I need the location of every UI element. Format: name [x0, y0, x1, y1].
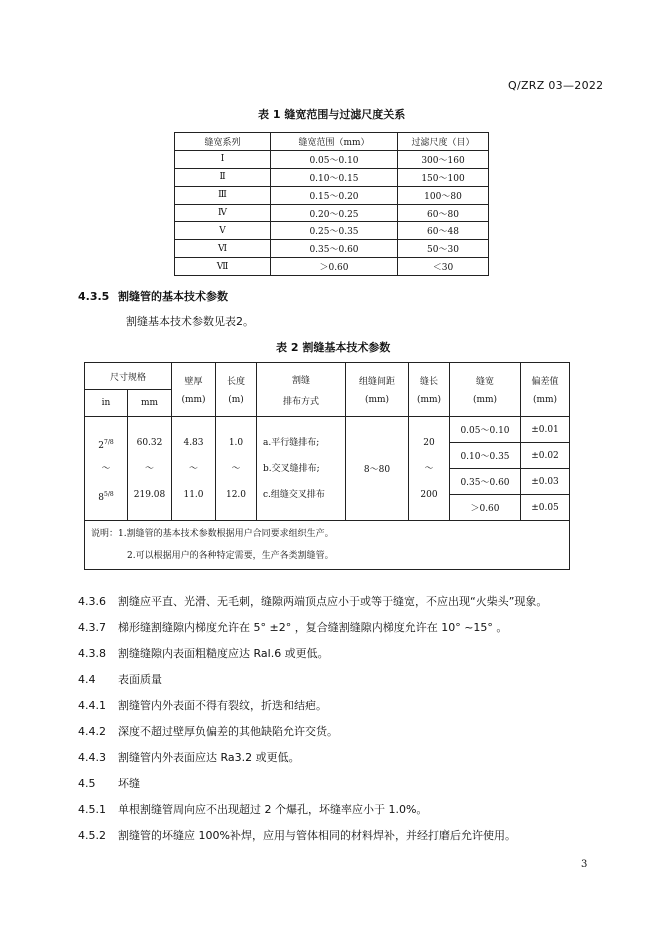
table1-cell: Ⅳ — [175, 204, 271, 222]
table2-dev-cell: ±0.02 — [521, 443, 570, 469]
header-unit: (mm) — [364, 395, 390, 405]
section-number: 4.4 — [78, 673, 96, 686]
table1-cell: Ⅴ — [175, 222, 271, 240]
section-number: 4.5 — [78, 777, 96, 790]
table1-cell: Ⅶ — [175, 258, 271, 276]
in-min-fraction: 7/8 — [104, 438, 114, 446]
table1-cell: ＞0.60 — [271, 258, 398, 276]
table1-cell: 0.05～0.10 — [271, 150, 398, 168]
table1-cell: 0.10～0.15 — [271, 168, 398, 186]
section-4-4-heading — [78, 671, 162, 687]
table2-in-cell — [85, 417, 128, 521]
table2-header-spacing — [346, 363, 409, 417]
section-number: 4.5.2 — [78, 829, 106, 842]
header-text: 缝长 — [419, 377, 438, 387]
paragraph-text: 深度不超过壁厚负偏差的其他缺陷允许交货。 — [118, 725, 338, 738]
section-title: 坏缝 — [118, 777, 140, 790]
table1-cell: 60～48 — [398, 222, 489, 240]
in-max-whole: 8 — [98, 492, 105, 503]
in-max-fraction: 5/8 — [104, 490, 114, 498]
table2-header-dev — [521, 363, 570, 417]
arrangement-b: b.交叉缝排布; — [263, 463, 320, 474]
table2-dev-cell: ±0.05 — [521, 495, 570, 521]
section-title: 割缝管的基本技术参数 — [118, 290, 228, 303]
table1-cell: 0.35～0.60 — [271, 240, 398, 258]
table2-length-cell — [216, 417, 257, 521]
table1-caption: 表 1 缝宽范围与过滤尺度关系 — [258, 108, 406, 121]
note-line: 2.可以根据用户的各种特定需要，生产各类割缝管。 — [127, 551, 334, 561]
document-code: Q/ZRZ 03—2022 — [508, 79, 604, 92]
section-number: 4.5.1 — [78, 803, 106, 816]
table2-header-size: 尺寸规格 — [85, 363, 172, 390]
paragraph-4-4-1 — [78, 697, 327, 713]
table2-note-row — [85, 521, 570, 570]
header-text: 缝宽 — [475, 377, 494, 387]
table2-wall-cell — [172, 417, 216, 521]
table2-header-length — [216, 363, 257, 417]
header-text: 偏差值 — [531, 377, 559, 387]
slotlen-min: 20 — [423, 437, 435, 448]
wall-min: 4.83 — [183, 437, 204, 448]
paragraph-text: 单根割缝管周向应不出现超过 2 个爆孔，坏缝率应小于 1.0%。 — [118, 803, 428, 816]
header-text: 壁厚 — [184, 377, 203, 387]
table1-cell: Ⅲ — [175, 186, 271, 204]
range-tilde: ～ — [188, 463, 198, 474]
table2-header-slotlen — [409, 363, 450, 417]
paragraph-4-3-7 — [78, 619, 507, 635]
mm-max: 219.08 — [133, 489, 166, 500]
section-number: 4.3.8 — [78, 647, 106, 660]
table-row — [175, 150, 489, 168]
table-row — [175, 168, 489, 186]
paragraph-text: 割缝缝隙内表面粗糙度应达 Ral.6 或更低。 — [118, 647, 329, 660]
length-min: 1.0 — [228, 437, 244, 448]
header-unit: (mm) — [532, 395, 558, 405]
table1-cell: Ⅱ — [175, 168, 271, 186]
in-min-whole: 2 — [98, 440, 105, 451]
range-tilde: ～ — [424, 463, 434, 474]
section-number: 4.4.3 — [78, 751, 106, 764]
table-row — [175, 204, 489, 222]
header-unit: (mm) — [472, 395, 498, 405]
table2-caption: 表 2 割缝基本技术参数 — [276, 341, 391, 354]
paragraph-text: 割缝应平直、光滑、无毛刺，缝隙两端顶点应小于或等于缝宽，不应出现“火柴头”现象。 — [118, 595, 548, 608]
paragraph-4-4-3 — [78, 749, 300, 765]
section-title: 表面质量 — [118, 673, 162, 686]
table1-cell: 0.15～0.20 — [271, 186, 398, 204]
paragraph-4-5-2 — [78, 827, 516, 843]
table2-width-cell: 0.10～0.35 — [450, 443, 521, 469]
arrangement-a: a.平行缝排布; — [263, 437, 320, 448]
table-row — [175, 240, 489, 258]
table-row — [175, 258, 489, 276]
section-4-5-heading — [78, 775, 140, 791]
table2-dev-cell: ±0.03 — [521, 469, 570, 495]
header-unit: (mm) — [416, 395, 442, 405]
table1-cell: 100～80 — [398, 186, 489, 204]
table2-width-cell: 0.05～0.10 — [450, 417, 521, 443]
header-unit: (m) — [228, 395, 244, 405]
paragraph-4-3-8 — [78, 645, 329, 661]
table2-header-in: in — [85, 390, 128, 417]
header-text: 排布方式 — [282, 396, 319, 407]
table1-header-row — [175, 133, 489, 151]
arrangement-c: c.组缝交叉排布 — [263, 489, 325, 500]
paragraph-text: 梯形缝割缝隙内梯度允许在 5° ±2° ，复合缝割缝隙内梯度允许在 10° ~15° 。 — [118, 621, 508, 634]
table1-cell: 0.25～0.35 — [271, 222, 398, 240]
header-text: 长度 — [226, 377, 245, 387]
table2-spacing-cell: 8～80 — [346, 417, 409, 521]
table2-dev-cell: ±0.01 — [521, 417, 570, 443]
table2-arrangement-cell — [257, 417, 346, 521]
range-tilde: ～ — [144, 463, 154, 474]
wall-max: 11.0 — [183, 489, 204, 500]
table2-header-slot — [257, 363, 346, 417]
page-number: 3 — [581, 859, 588, 870]
table1-cell: 50～30 — [398, 240, 489, 258]
paragraph-4-4-2 — [78, 723, 338, 739]
table-row — [175, 186, 489, 204]
table1-header: 缝宽系列 — [175, 133, 271, 151]
header-unit: (mm) — [181, 395, 206, 405]
table2-mm-cell — [128, 417, 172, 521]
table1-cell: 0.20～0.25 — [271, 204, 398, 222]
table1-cell: Ⅵ — [175, 240, 271, 258]
table1-cell: Ⅰ — [175, 150, 271, 168]
table-row — [85, 417, 570, 443]
paragraph-4-3-6 — [78, 593, 547, 609]
section-number: 4.3.7 — [78, 621, 106, 634]
table1-cell: 60～80 — [398, 204, 489, 222]
table1-cell: 300～160 — [398, 150, 489, 168]
section-number: 4.4.1 — [78, 699, 106, 712]
note-line: 说明：1.割缝管的基本技术参数根据用户合同要求组织生产。 — [91, 529, 334, 539]
paragraph-4-5-1 — [78, 801, 427, 817]
table2-width-cell: ＞0.60 — [450, 495, 521, 521]
table1-header: 过滤尺度（目） — [398, 133, 489, 151]
mm-min: 60.32 — [136, 437, 163, 448]
range-tilde: ～ — [231, 463, 241, 474]
range-tilde: ～ — [101, 463, 111, 474]
section-4-3-5-paragraph: 割缝基本技术参数见表2。 — [126, 315, 254, 328]
table1-cell: ＜30 — [398, 258, 489, 276]
table2-slotlen-cell — [409, 417, 450, 521]
table-row — [175, 222, 489, 240]
section-number: 4.3.5 — [78, 290, 110, 303]
paragraph-text: 割缝管内外表面应达 Ra3.2 或更低。 — [118, 751, 300, 764]
paragraph-text: 割缝管内外表面不得有裂纹，折迭和结疤。 — [118, 699, 327, 712]
table1-cell: 150～100 — [398, 168, 489, 186]
table2-header-mm: mm — [128, 390, 172, 417]
table2-header-wall — [172, 363, 216, 417]
table2-header-row — [85, 363, 570, 390]
header-text: 组缝间距 — [358, 377, 395, 387]
section-number: 4.3.6 — [78, 595, 106, 608]
slotlen-max: 200 — [420, 489, 438, 500]
length-max: 12.0 — [225, 489, 247, 500]
table2 — [84, 362, 570, 570]
table1-header: 缝宽范围（mm） — [271, 133, 398, 151]
header-text: 割缝 — [291, 375, 310, 386]
table2-note — [85, 521, 570, 570]
table2-header-width — [450, 363, 521, 417]
table1 — [174, 132, 489, 276]
section-number: 4.4.2 — [78, 725, 106, 738]
table2-width-cell: 0.35～0.60 — [450, 469, 521, 495]
section-4-3-5-heading — [78, 288, 228, 304]
paragraph-text: 割缝管的坏缝应 100%补焊，应用与管体相同的材料焊补，并经打磨后允许使用。 — [118, 829, 516, 842]
